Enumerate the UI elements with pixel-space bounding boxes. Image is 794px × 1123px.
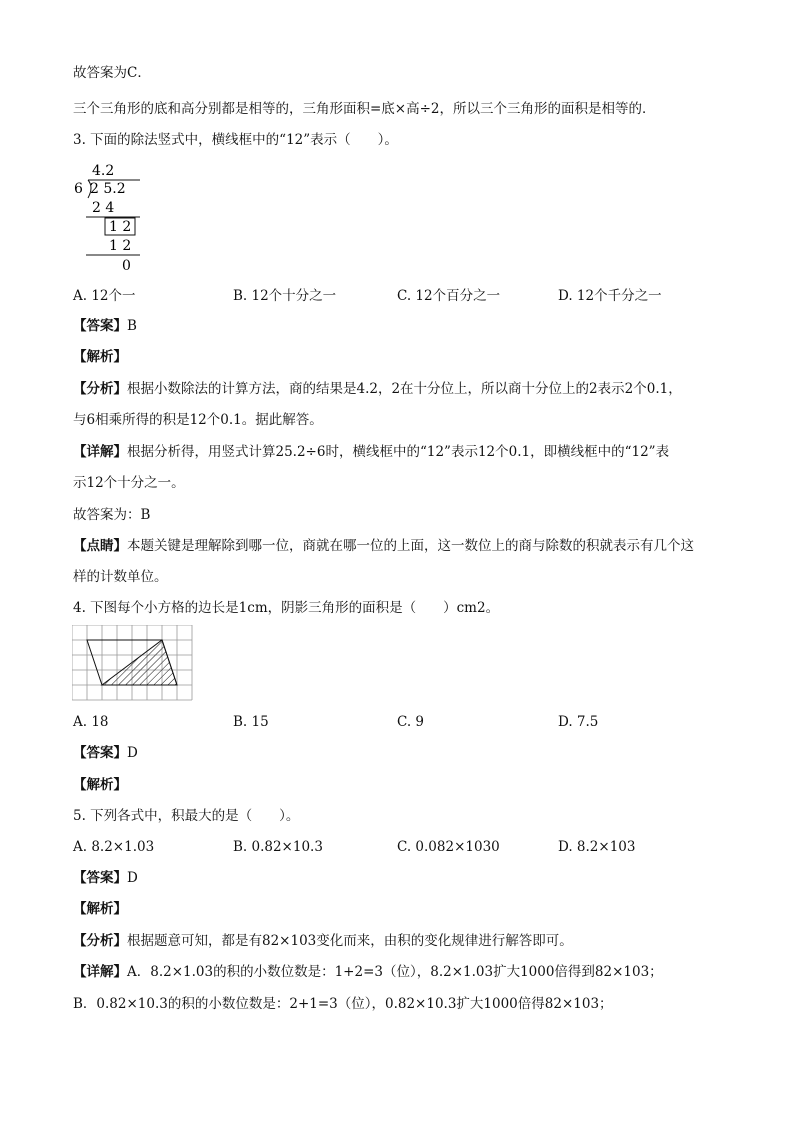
- detail-text: A．8.2×1.03的积的小数位数是：1+2=3（位），8.2×1.03扩大1000倍得到82×103；: [127, 964, 663, 980]
- division-step1: 2 4: [92, 200, 115, 216]
- answer-line-prev: 故答案为C．: [73, 65, 151, 81]
- division-step3: 1 2: [109, 238, 132, 254]
- answer-value: D: [127, 745, 138, 761]
- detail-tag: 【详解】: [73, 964, 127, 980]
- q5-detail-line2: B．0.82×10.3的积的小数位数是：2+1=3（位），0.82×10.3扩大1000倍得82×103；: [73, 996, 613, 1012]
- q3-analysis-heading: 【解析】: [73, 349, 127, 365]
- answer-tag: 【答案】: [73, 318, 127, 334]
- detail-tag: 【详解】: [73, 444, 127, 460]
- analysis-text: 根据题意可知，都是有82×103变化而来，由积的变化规律进行解答即可。: [127, 933, 573, 949]
- analysis-tag: 【分析】: [73, 933, 127, 949]
- question-5: 5. 下列各式中，积最大的是（ ）。: [73, 808, 300, 824]
- q5-analysis-heading: 【解析】: [73, 901, 127, 917]
- detail-text: 根据分析得，用竖式计算25.2÷6时，横线框中的“12”表示12个0.1，即横线框中的“12”表: [127, 444, 670, 460]
- q4-option-b: B. 15: [233, 714, 269, 730]
- q5-answer: [73, 869, 138, 887]
- q4-option-d: D. 7.5: [558, 714, 599, 730]
- analysis-tag: 【分析】: [73, 381, 127, 397]
- q5-analysis: [73, 932, 573, 950]
- division-step2: 1 2: [109, 219, 132, 235]
- q3-analysis-line1: [73, 380, 682, 398]
- comment-text: 本题关键是理解除到哪一位，商就在哪一位的上面，这一数位上的商与除数的积就表示有几个这: [127, 538, 694, 554]
- answer-value: D: [127, 870, 138, 886]
- q5-option-a: A. 8.2×1.03: [73, 839, 155, 855]
- q5-option-c: C. 0.082×1030: [397, 839, 500, 855]
- q5-option-b: B. 0.82×10.3: [233, 839, 323, 855]
- q4-option-c: C. 9: [397, 714, 425, 730]
- q3-option-d: D. 12个千分之一: [558, 288, 662, 304]
- answer-tag: 【答案】: [73, 870, 127, 886]
- q4-option-a: A. 18: [73, 714, 109, 730]
- q3-option-c: C. 12个百分之一: [397, 288, 501, 304]
- division-quotient: 4.2: [92, 163, 115, 179]
- q3-detail-line1: [73, 443, 669, 461]
- q3-comment-line2: 样的计数单位。: [73, 569, 168, 585]
- q3-detail-line2: 示12个十分之一。: [73, 475, 185, 491]
- division-remainder: 0: [122, 258, 131, 274]
- q5-detail-line1: [73, 963, 663, 981]
- division-dividend: 2 5.2: [90, 181, 126, 197]
- answer-value: B: [127, 318, 137, 334]
- question-4: 4. 下图每个小方格的边长是1cm，阴影三角形的面积是（ ）cm2。: [73, 600, 500, 616]
- q3-final-answer: 故答案为：B: [73, 507, 151, 523]
- q3-comment-line1: [73, 537, 694, 555]
- division-divisor: 6: [74, 181, 83, 197]
- q3-answer: [73, 317, 137, 335]
- grid-figure: [72, 625, 196, 705]
- q4-answer: [73, 744, 138, 762]
- comment-tag: 【点睛】: [73, 538, 127, 554]
- answer-tag: 【答案】: [73, 745, 127, 761]
- q4-analysis-heading: 【解析】: [73, 777, 127, 793]
- q5-option-d: D. 8.2×103: [558, 839, 636, 855]
- q3-analysis-line2: 与6相乘所得的积是12个0.1。据此解答。: [73, 412, 323, 428]
- long-division-figure: [72, 160, 152, 275]
- shaded-triangle: [102, 640, 177, 685]
- q3-option-a: A. 12个一: [73, 288, 136, 304]
- question-3: 3. 下面的除法竖式中，横线框中的“12”表示（ ）。: [73, 132, 398, 148]
- explanation-line-prev: 三个三角形的底和高分别都是相等的，三角形面积=底×高÷2，所以三个三角形的面积是相等的．: [73, 101, 656, 117]
- analysis-text: 根据小数除法的计算方法，商的结果是4.2，2在十分位上，所以商十分位上的2表示2个0.1，: [127, 381, 682, 397]
- q3-option-b: B. 12个十分之一: [233, 288, 337, 304]
